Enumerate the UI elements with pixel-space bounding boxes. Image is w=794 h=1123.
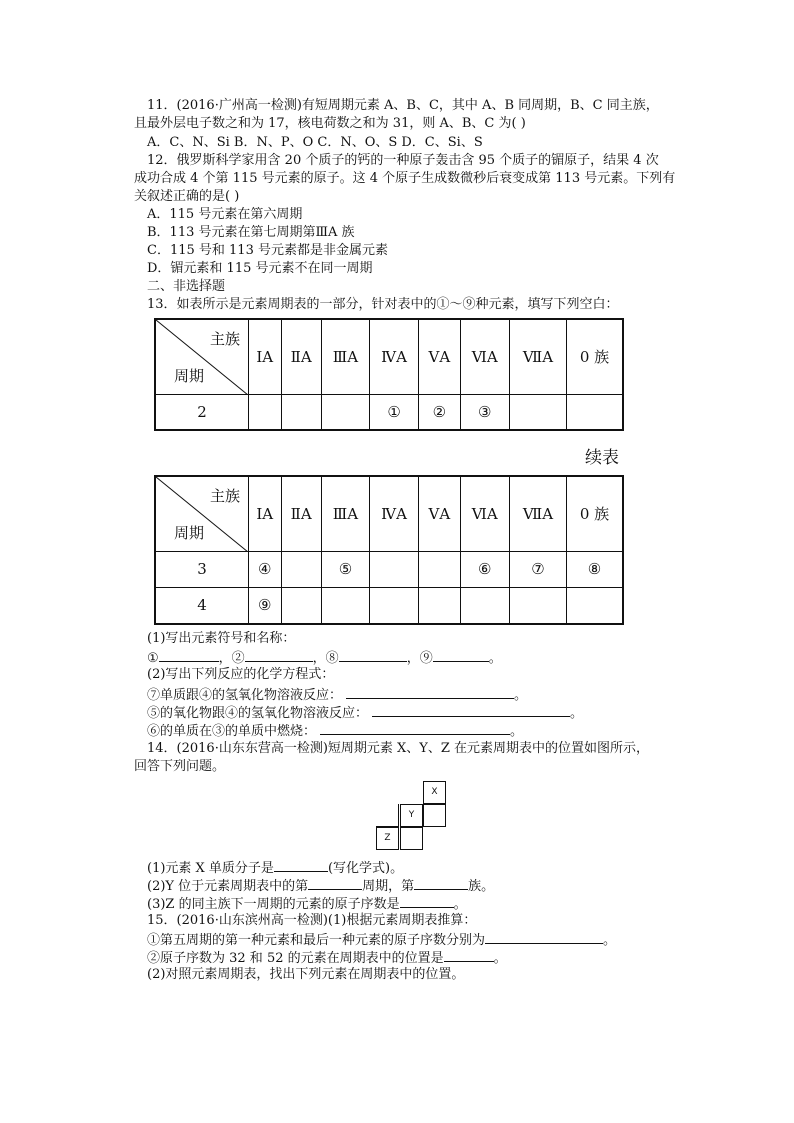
q13-part2-prompt: (2)写出下列反应的化学方程式： [147,667,335,682]
answer-blank[interactable] [414,876,468,890]
element-cell [567,587,623,624]
q15-part2: (2)对照元素周期表，找出下列元素在周期表中的位置。 [147,967,465,982]
q13-part2-a [147,685,527,705]
period-label: 4 [155,587,249,624]
element-cell [281,551,321,587]
q12-line3: 关叙述正确的是( ) [134,189,240,204]
blank-label: 。 [510,724,524,739]
element-cell [281,394,321,430]
element-cell: ④ [249,551,282,587]
answer-blank[interactable] [372,703,570,717]
element-cell [509,587,566,624]
q14-stem-line1: 14．(2016·山东东营高一检测)短周期元素 X、Y、Z 在元素周期表中的位置如图所示， [147,741,650,756]
group-header: ⅥA [460,319,509,394]
answer-blank[interactable] [274,858,328,872]
q13-stem: 13．如表所示是元素周期表的一部分，针对表中的①～⑨种元素，填写下列空白： [147,297,619,312]
empty-box [376,804,399,827]
answer-blank[interactable] [485,930,603,944]
blank-label: 。 [514,688,528,703]
group-header: ⅦA [509,476,566,551]
blank-label: ⑤的氧化物跟④的氢氧化物溶液反应： [147,706,369,721]
answer-blank[interactable] [245,648,313,662]
group-header: ⅣA [370,476,419,551]
periodic-table-part1 [154,318,624,431]
table-corner-cell [155,476,249,551]
table-corner-cell [155,319,249,394]
blank-label: (2)Y 位于元素周期表中的第 [147,879,309,894]
q15-stem: 15．(2016·山东滨州高一检测)(1)根据元素周期表推算： [147,913,477,928]
blank-label: 。 [493,951,507,966]
group-header: ⅠA [249,319,282,394]
element-cell: ⑦ [509,551,566,587]
blank-label: ，⑧ [312,651,339,666]
element-cell [567,394,623,430]
element-box-z: Z [376,827,399,850]
element-cell [249,394,282,430]
q11-line1: 11．(2016·广州高一检测)有短周期元素 A、B、C，其中 A、B 同周期，B、C 同主族， [147,98,659,113]
group-header: ⅡA [281,319,321,394]
group-header: 0 族 [567,319,623,394]
element-cell: ② [419,394,461,430]
group-header: 0 族 [567,476,623,551]
blank-label: 周期，第 [362,879,415,894]
element-box-x: X [423,781,446,804]
empty-box [423,804,446,827]
answer-blank[interactable] [346,685,514,699]
blank-label: ，② [218,651,245,666]
q13-part2-b [147,703,583,723]
element-cell: ⑨ [249,587,282,624]
element-cell [509,394,566,430]
element-cell [321,394,369,430]
element-cell: ⑧ [567,551,623,587]
group-header: ⅤA [419,476,461,551]
blank-label: ⑦单质跟④的氢氧化物溶液反应： [147,688,343,703]
element-cell: ⑥ [460,551,509,587]
element-cell [370,551,419,587]
blank-label: (写化学式)。 [327,861,404,876]
corner-label-group: 主族 [209,487,240,505]
q12-option-c: C．115 号和 113 号元素都是非金属元素 [147,243,388,258]
blank-label: 。 [453,897,467,912]
group-header: ⅣA [370,319,419,394]
answer-blank[interactable] [444,948,494,962]
periodic-table-part2 [154,475,624,625]
group-header: ⅠA [249,476,282,551]
q15-part1-b [147,948,507,968]
q14-part1 [147,858,403,878]
group-header: ⅤA [419,319,461,394]
period-label: 3 [155,551,249,587]
q13-part1-blanks [147,648,502,668]
group-header: ⅢA [321,476,369,551]
answer-blank[interactable] [320,721,510,735]
group-header: ⅡA [281,476,321,551]
blank-label: 族。 [468,879,495,894]
q12-option-a: A．115 号元素在第六周期 [147,207,303,222]
q13-part1-prompt: (1)写出元素符号和名称： [147,631,296,646]
element-cell [419,587,461,624]
element-cell [321,587,369,624]
answer-blank[interactable] [159,648,219,662]
empty-box [400,827,423,850]
element-cell: ⑤ [321,551,369,587]
q11-options: A．C、N、Si B．N、P、O C．N、O、S D．C、Si、S [147,135,483,150]
element-cell [419,551,461,587]
q12-line1: 12．俄罗斯科学家用含 20 个质子的钙的一种原子轰击含 95 个质子的镅原子，结果 4 次 [147,153,659,168]
element-cell: ① [370,394,419,430]
q14-part2 [147,876,494,896]
answer-blank[interactable] [339,648,407,662]
section-heading: 二、非选择题 [147,279,226,294]
blank-label: ①第五周期的第一种元素和最后一种元素的原子序数分别为 [147,933,486,948]
corner-label-period: 周期 [174,523,205,542]
element-cell [370,587,419,624]
group-header: ⅢA [321,319,369,394]
blank-label: 。 [603,933,617,948]
corner-label-group: 主族 [209,330,240,348]
q15-part1-a [147,930,616,950]
period-label: 2 [155,394,249,430]
blank-label: ① [147,651,159,666]
q12-line2: 成功合成 4 个第 115 号元素的原子。这 4 个原子生成数微秒后衰变成第 113 号元素。下列有 [134,171,676,186]
blank-label: ②原子序数为 32 和 52 的元素在周期表中的位置是 [147,951,444,966]
element-cell [281,587,321,624]
q14-part3 [147,894,467,914]
answer-blank[interactable] [400,894,454,908]
q13-part2-c [147,721,523,741]
blank-label: ，⑨ [406,651,433,666]
continued-table-label: 续表 [585,448,619,468]
element-cell [460,587,509,624]
corner-label-period: 周期 [174,366,205,385]
group-header: ⅥA [460,476,509,551]
q14-stem-line2: 回答下列问题。 [134,759,226,774]
group-header: ⅦA [509,319,566,394]
element-cell: ③ [460,394,509,430]
answer-blank[interactable] [433,648,489,662]
blank-label: (1)元素 X 单质分子是 [147,861,274,876]
blank-label: 。 [488,651,502,666]
blank-label: ⑥的单质在③的单质中燃烧： [147,724,317,739]
answer-blank[interactable] [308,876,362,890]
q12-option-b: B．113 号元素在第七周期第ⅢA 族 [147,225,355,240]
blank-label: (3)Z 的同主族下一周期的元素的原子序数是 [147,897,400,912]
q12-option-d: D．镅元素和 115 号元素不在同一周期 [147,261,373,276]
element-box-y: Y [400,804,423,827]
q11-line2: 且最外层电子数之和为 17，核电荷数之和为 31，则 A、B、C 为( ) [134,116,526,131]
blank-label: 。 [570,706,584,721]
